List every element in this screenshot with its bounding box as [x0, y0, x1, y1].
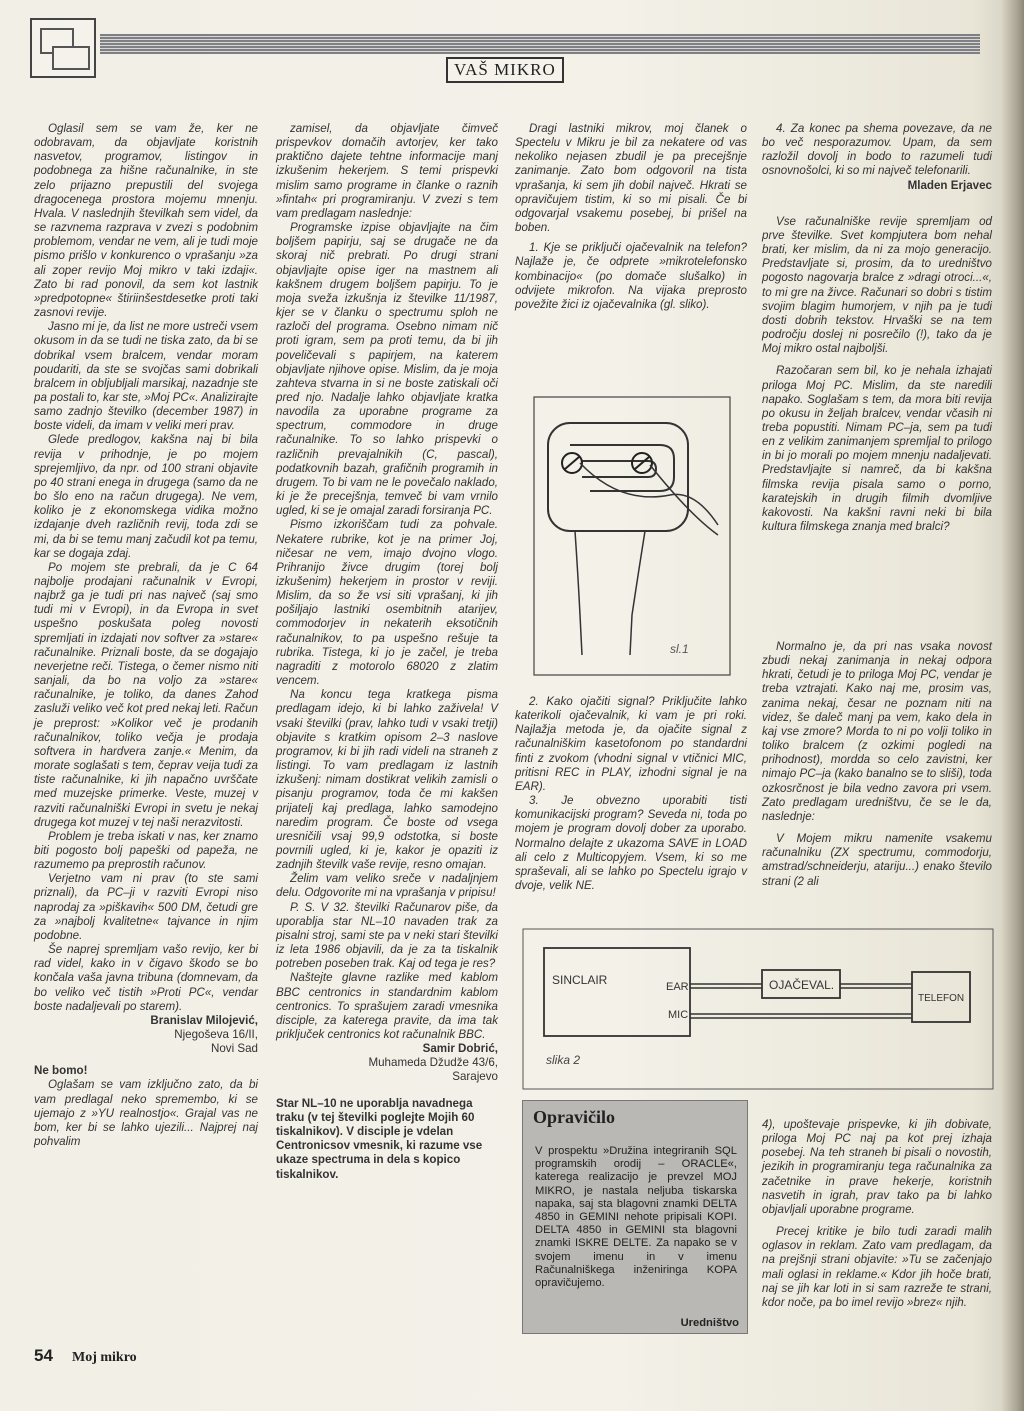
author-city: Novi Sad [210, 1042, 258, 1056]
column-4-lower [762, 1118, 992, 1310]
page-fold [1002, 0, 1024, 1411]
paragraph: zamisel, da objavljate čimveč prispevkov domačih avtorjev, ker tako praktično dajete tehtne informacije manj izkušenim hekerjem. S temi prispevki mislim samo programe in članke o raznih »fintah« pri programiranju. V zvezi s tem vam predlagam naslednje: [276, 122, 498, 220]
editor-reply: Star NL–10 ne uporablja navadnega traku (v tej številki poglejte Mojih 60 tiskalnikov). V disciple je vdelan Centronicsov vmesnik, ki razume vse ukaze spectruma in dela s kopico tiskalnikov. [276, 1096, 483, 1181]
apology-box [522, 1100, 748, 1334]
author-name: Mladen Erjavec [907, 178, 992, 192]
paragraph: 3. Je obvezno uporabiti tisti komunikacijski program? Seveda ni, toda po mojem je program dovolj dober za uporabo. Normalno delajte z ukazoma SAVE in LOAD ali celo z Multicopyjem. Vsem, ki so me spraševali, ali se lahko po Spectelu igrajo v dvoje, velik NE. [515, 794, 747, 893]
amplifier-label: OJAČEVAL. [769, 978, 835, 992]
paragraph: Želim vam veliko sreče v nadaljnjem delu. Odgovorite mi na vprašanja v pripisu! [276, 872, 498, 900]
paragraph: Pismo izkoriščam tudi za pohvale. Nekatere rubrike, kot je na primer Joj, ničesar ne vem, imajo dvojno vlogo. Prihranijo živce drugim (torej bolj izkušenim) hekerjem in prostor v reviji. Mislim, da so že vsi siti vprašanj, ki jih pošiljajo lastniki osembitnih atarijev, commodorjev in nekaterih eksotičnih računalnikov, to pa uspešno rešuje ta rubrika. Tistega, ki jo je začel, je treba nagraditi z motorolo 68020 z zlatim vencem. [276, 518, 498, 688]
phone-label: TELEFON [918, 993, 965, 1004]
figure-caption: slika 2 [546, 1053, 581, 1067]
author-name: Branislav Milojević, [150, 1013, 258, 1027]
paragraph: Naštejte glavne razlike med kablom BBC centronics in standardnim kablom centronics. To sprašujem zaradi vmesnika disciple, za katerega pravite, da ima tak priključek centronics kot računalnik BBC. [276, 971, 498, 1041]
sinclair-label: SINCLAIR [552, 973, 608, 987]
author-city: Sarajevo [452, 1070, 498, 1084]
paragraph: Na koncu tega kratkega pisma predlagam idejo, ki bi lahko zaživela! V vsaki številki (prav, lahko tudi v vsaki tretji) objavite s kratkim opisom 2–3 naslove programov, ki bi jih radi videli na straneh z listingi. To vam predlagam iz lastnih izkušenj: nimam dostikrat velikih zamisli o pisanju programov, toda če mi kakšen prijatelj kaj predlaga, lahko samodejno naredim program. Če boste od vsega uresničili vsaj 99,9 odstotka, si boste povrnili ugled, ki je, kakor je opaziti iz zadnjih številk vaše revije, resno omajan. [276, 688, 498, 872]
box-text: V prospektu »Družina integriranih SQL programskih orodij – ORACLE«, katerega realizacijo je prevzel MOJ MIKRO, je nastala neljuba tiskarska napaka, saj sta blagovni znamki DELTA 4850 in GEMINI nehote pripisali KOPI. DELTA 4850 in GEMINI sta blagovni znamki ISKRE DELTE. Za napako se v svojem imenu in v imenu Računalniškega inženiringa KOPA opravičujemo. [535, 1145, 737, 1290]
magazine-name: Moj mikro [72, 1350, 137, 1365]
column-4 [762, 122, 992, 534]
paragraph: Še naprej spremljam vašo revijo, ker bi rad videl, kako in v čigavo škodo se bo končala vaša javna tribuna (domnevam, da bo veliko več tistih »Proti PC«, vendar boste nadaljevali po starem). [34, 943, 258, 1013]
paragraph: 1. Kje se priključi ojačevalnik na telefon? Najlaže je, če odprete »mikrotelefonsko kombinacijo« (po domače slušalko) in odvijete mikrofon. Na vijaka preprosto povežite žici iz ojačevalnika (gl. sliko). [515, 241, 747, 311]
mic-label: MIC [668, 1009, 689, 1021]
column-3-lower [515, 695, 747, 893]
paragraph: Dragi lastniki mikrov, moj članek o Spectelu v Mikru je bil za nekatere od vas nekoliko nejasen zbudil je pa precejšnje zanimanje. Zato bom odgovoril na tista vprašanja, ki sem jih dobil največ. Hkrati se opravičujem tistim, ki so mi pisali. Če bi odgovarjal vsakemu posebej, bi prišel na boben. [515, 122, 747, 235]
handset-sketch [520, 385, 742, 690]
paragraph: V Mojem mikru namenite vsakemu računalniku (ZX spectrumu, commodorju, amstrad/schneiderju, atariju...) enako število strani (2 ali [762, 832, 992, 888]
paragraph: 4), upoštevaje prispevke, ki jih dobivate, priloga Moj PC naj pa kot prej izhaja posebej. Na teh straneh bi pisali o novostih, jezikih in programiranju tega računalnika za začetnike in prave hekerje, koristnih nasvetih in igrah, prav tako pa bi lahko objavljali uporabne programe. [762, 1118, 992, 1216]
paragraph: Razočaran sem bil, ko je nehala izhajati priloga Moj PC. Mislim, da ste naredili napako. Soglašam s tem, da mora biti revija po okusu in željah bralcev, vendar včasih ni treba popustiti. Nimam PC–ja, sem pa tudi en z velikim zanimanjem spremljal to prilogo in bi jo morali po mojem mnenju nadaljevati. Predstavljajte si namreč, da bi kakšna filmska revija pisala samo o porno, karatejskih in drugih filmih dvomljive kakovosti. Na kakšni ravni neki bi bila kultura filmskega znanja med bralci? [762, 364, 992, 534]
envelope-shape [52, 46, 90, 70]
column-2 [276, 122, 498, 1182]
column-1 [34, 122, 258, 1149]
page-number: 54 [34, 1346, 53, 1365]
header-stripe [100, 34, 980, 54]
paragraph: 2. Kako ojačiti signal? Priključite lahko katerikoli ojačevalnik, ki vam je pri roki. Najlažja metoda je, da ojačite signal z računalniškim kasetofonom po standardni finti z zvokom (vhodni signal v vtičnici MIC, pritisni REC in PLAY, izhodni signal je na EAR). [515, 695, 747, 793]
paragraph: Jasno mi je, da list ne more ustreči vsem okusom in da se tudi ne tiska zato, da bi se dobrikal vsem bralcem, vendar moram poudariti, da ste se svojčas sami dobrikali bralcem in obljubljali marsikaj, nazadnje ste pa postali to, kar ste, »Moj PC«. Analizirajte samo zadnjo številko (december 1987) in boste videli, da imam v veliki meri prav. [34, 320, 258, 433]
author-name: Samir Dobrić, [422, 1042, 498, 1056]
figure-label: sl.1 [670, 642, 689, 656]
paragraph: Verjetno vam ni prav (to ste sami priznali), da PC–ji v razviti Evropi niso naprodaj za »piškavih« 500 DM, četudi gre za »najbolj kvalitetne« tajvance in njim podobne. [34, 872, 258, 942]
author-address: Njegoševa 16/II, [174, 1028, 258, 1041]
paragraph: Vse računalniške revije spremljam od prve številke. Svet kompjutera bom nehal brati, ker mislim, da ni za mojo generacijo. Predstavljate si, prosim, da to uredništvo pogosto nagovarja bralce z »dragi otroci...«, to mi gre na živce. Računari so dobri s tistim svojim blagim humorjem, v njih pa je tudi dosti dobrih tekstov. Hrvaški se na tem področju doslej ni posrečilo (!), tako da je Moj mikro ostal najboljši. [762, 214, 992, 356]
ear-label: EAR [666, 981, 689, 993]
paragraph: Oglasil sem se vam že, ker ne odobravam, da objavljate koristnih nasvetov, programov, listingov in podobnega za hišne računalnike, in ste zelo prijazno prepustili del svojega dragocenega prostora mojemu mnenju. Hvala. V naslednjih številkah sem videl, da se razvnema razprava v zvezi s podobnim problemom, vendar ne vem, ali je tudi moje pismo prišlo v konkurenco o vprašanju »za ali zoper revijo Moj mikro v taki izdaji«. Zato bi rad ponovil, da sem kot lastnik »predpotopne« štiriinšestdesetke proti taki zasnovi revije. [34, 122, 258, 320]
author-address: Muhameda Džudže 43/6, [368, 1056, 498, 1070]
box-title: Opravičilo [533, 1107, 615, 1127]
box-signature: Uredništvo [680, 1317, 739, 1329]
paragraph: Glede predlogov, kakšna naj bi bila revija v prihodnje, je po mojem sprejemljivo, da npr. od 100 strani objavite po 40 strani enega in drugega (samo da ne bo šlo eno na račun drugega). Ne vem, koliko je z ekonomskega vidika možno izdajanje dveh različnih revij, toda zdi se mi, da bi se temu manj začudil kot pa temu, kar se dogaja zdaj. [34, 433, 258, 560]
paragraph: P. S. V 32. številki Računarov piše, da uporablja star NL–10 navaden trak za pisalni stroj, sami ste pa v neki stari številki iz leta 1986 objavili, da je za ta tiskalnik potreben poseben trak. Kaj od tega je res? [276, 900, 498, 971]
section-label: VAŠ MIKRO [446, 57, 564, 83]
column-4-middle [762, 640, 992, 889]
mail-icon [30, 18, 96, 78]
paragraph: Precej kritike je bilo tudi zaradi malih oglasov in reklam. Zato vam predlagam, da na prejšnji strani objavite: »Tu se začenjajo mali oglasi in reklame.« Kdor jih hoče brati, naj se jih kar loti in si sam razreže te strani, kdor noče, pa bo imel revijo »brez« njih. [762, 1225, 992, 1309]
paragraph: Oglašam se vam izključno zato, da bi vam predlagal neko spremembo, ki se ujemajo z »YU realnostjo«. Grajal vas ne bom, ker bi se lahko ujezili... Najprej naj pohvalim [34, 1078, 258, 1149]
paragraph: Normalno je, da pri nas vsaka novost zbudi nekaj zanimanja in nekaj odpora hkrati, četudi je to priloga Moj PC, vendar je treba vztrajati. Kako naj me, prosim vas, zanima nekaj, česar ne poznam niti na videz, še daleč manj pa vem, kako dela in kaj vse zmore? Morda to ni po volji toliko in toliko bralcem (z ozkimi pogledi na prihodnost), mordda so celo zavistni, ker nimajo PC–ja (kako banalno se to sliši), toda ozkosrčnost je bila vedno zavora pri vsem. Zato predlagam uredništvu, če se le da, naslednje: [762, 640, 992, 823]
letter-heading: Ne bomo! [34, 1064, 88, 1078]
paragraph: Problem je treba iskati v nas, ker znamo biti pogosto bolj papeški od papeža, ne razumemo pa preprostih računov. [34, 829, 258, 872]
paragraph: 4. Za konec pa shema povezave, da ne bo več nesporazumov. Upam, da sem razložil dovolj in bodo to razumeli tudi osnovnošolci, ki so mi največ telefonarili. [762, 122, 992, 178]
connection-diagram [522, 928, 994, 1090]
paragraph: Programske izpise objavljajte na čim boljšem papirju, saj se drugače ne da skoraj nič prebrati. Po drugi strani objavljajte opise iger na mastnem ali kakšnem drugem boljšem papirju. To je moja sveža izkušnja iz številke 11/1987, kjer se v članku o spectrumu sploh ne razloči del programa. Osebno nimam nič proti igram, sem pa proti temu, da bi jih poveličevali s papirjem, na katerem objavljate njihove opise. Mislim, da je moja zahteva stvarna in si ne boste zatiskali oči pred njo. Nadalje lahko objavljate kratka navodila za uporabne programe za spectrum, commodore in druge računalnike. To so lahko prispevki o različnih prevajalnikih (C, pascal), podatkovnih bazah, grafičnih programih in drugem. To bi vam ne le povečalo naklado, ki je že precejšnja, temveč bi vam vrnilo ugled, ki se je omajal zaradi forsiranja PC. [276, 221, 498, 518]
paragraph: Po mojem ste prebrali, da je C 64 najbolje prodajani računalnik v Evropi, najbrž ga je tudi pri nas največ (saj smo tudi mi v Evropi), in da Evropa in svet uspešno poskušata poleg novosti spremljati in izdajati nov softver za »stare« računalnike. Priznali boste, da se dogajajo neverjetne reči. Tistega, o čemer nismo niti sanjali, da bo na voljo za »stare« računalnike, je toliko, da danes Zahod zasluži veliko več kot pred nekaj leti. Račun je preprost: »Kolikor več je prodanih računalnikov, toliko večja je prodaja softvera in hardvera zanje.« Menim, da morate soglašati s tem, čeprav veija tudi za tiste računalnike, ki jih napačno uvrščate med muzejske primerke. Veste, muzej v razviti računalniški Evropi in svetu je nekaj drugega kot muzej v tej naši nerazvitosti. [34, 560, 258, 829]
column-3 [515, 122, 747, 312]
